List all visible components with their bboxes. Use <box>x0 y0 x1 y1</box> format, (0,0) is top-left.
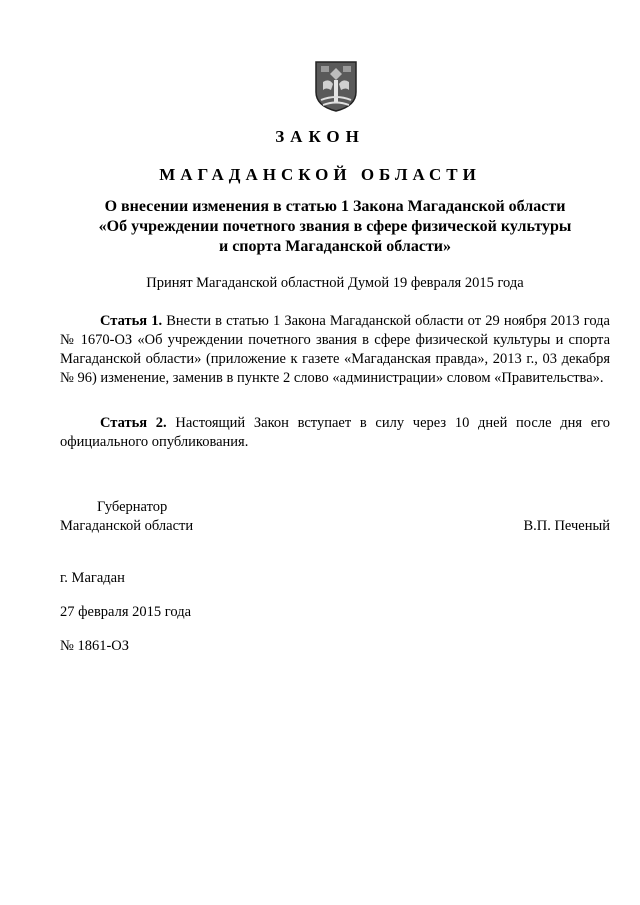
coat-of-arms-icon <box>313 60 359 112</box>
article-2 <box>60 414 610 452</box>
law-title-line: «Об учреждении почетного звания в сфере физической культуры <box>98 218 572 235</box>
signatory-region: Магаданской области <box>60 518 194 534</box>
law-heading: ЗАКОН <box>275 127 365 146</box>
region-heading: МАГАДАНСКОЙ ОБЛАСТИ <box>159 165 481 184</box>
adoption-note: Принят Магаданской областной Думой 19 февраля 2015 года <box>146 275 524 291</box>
place-of-signing: г. Магадан <box>60 570 125 586</box>
article-2-text: Настоящий Закон вступает в силу через 10 дней после дня его официального опубликования. <box>60 415 610 450</box>
law-title-line: О внесении изменения в статью 1 Закона Магаданской области <box>104 198 566 215</box>
signing-date: 27 февраля 2015 года <box>60 604 192 620</box>
signatory-name: В.П. Печеный <box>523 518 610 534</box>
article-2-label: Статья 2. <box>100 415 167 431</box>
article-1 <box>60 312 610 388</box>
signatory-title: Губернатор <box>97 499 168 515</box>
article-1-text: Внести в статью 1 Закона Магаданской области от 29 ноября 2013 года № 1670-ОЗ «Об учреждении почетного звания в сфере физической культуры и спорта Магаданской области» (приложение к газете «Магаданская правда», 2013 г., 03 декабря № 96) изменение, заменив в пункте 2 слово «администрации» словом «Правительства». <box>60 313 610 386</box>
law-title <box>40 197 630 257</box>
article-1-label: Статья 1. <box>100 313 163 329</box>
law-number: № 1861-ОЗ <box>60 638 130 654</box>
law-title-line: и спорта Магаданской области» <box>218 238 452 255</box>
